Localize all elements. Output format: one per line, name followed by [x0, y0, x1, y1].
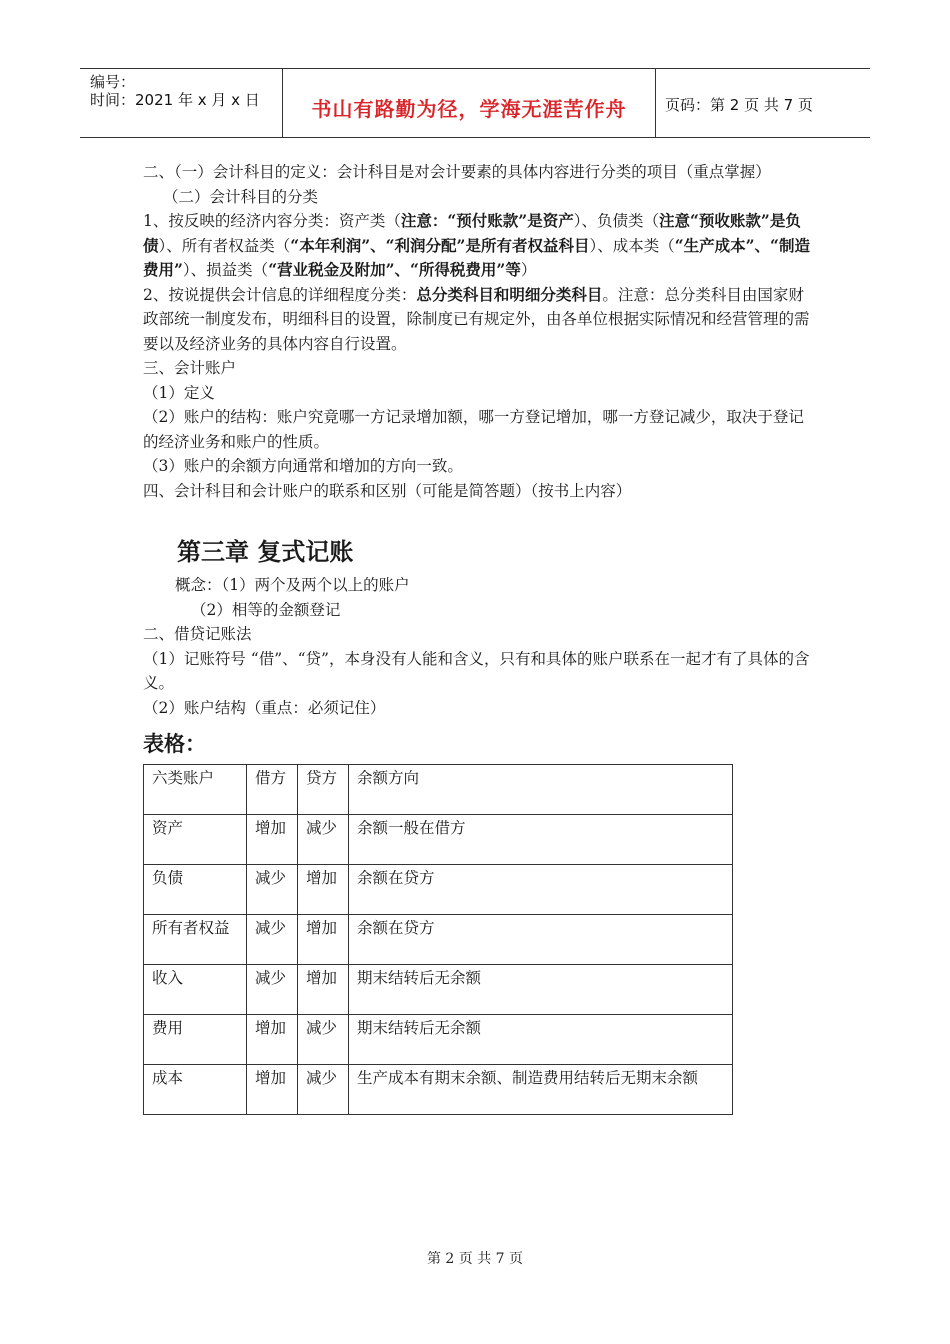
table-cell: 增加: [298, 965, 349, 1015]
account-table-body: [144, 765, 733, 1115]
debit-credit-title: 二、借贷记账法: [143, 625, 252, 643]
table-header-cell: 六类账户: [144, 765, 247, 815]
table-row: [144, 1015, 733, 1065]
accounts-item-structure: （2）账户的结构：账户究竟哪一方记录增加额，哪一方登记增加，哪一方登记减少，取决于登记的经济业务和账户的性质。: [143, 408, 804, 451]
table-cell: 期末结转后无余额: [349, 965, 733, 1015]
classification-by-content: 1、按反映的经济内容分类：资产类（注意：“预付账款”是资产）、负债类（注意“预收账款”是负债）、所有者权益类（“本年利润”、“利润分配”是所有者权益科目）、成本类（“生产成本”、“制造费用”）、损益类（“营业税金及附加”、“所得税费用”等）: [143, 211, 810, 279]
table-header-cell: 借方: [247, 765, 298, 815]
table-cell: 减少: [247, 915, 298, 965]
page-header: [80, 68, 870, 138]
chapter-heading: 第三章 复式记账: [177, 538, 354, 566]
table-cell: 增加: [298, 915, 349, 965]
table-cell: 增加: [247, 1065, 298, 1115]
page-info: 页码：第 2 页 共 7 页: [665, 96, 813, 114]
table-cell: 收入: [144, 965, 247, 1015]
debit-credit-item-2: （2）账户结构（重点：必须记住）: [143, 698, 386, 717]
table-cell: 增加: [247, 1015, 298, 1065]
concept-line-1: 概念：（1）两个及两个以上的账户: [175, 576, 410, 594]
header-page-cell: [655, 69, 870, 137]
table-cell: 余额在贷方: [349, 915, 733, 965]
classification-by-detail: 2、按说提供会计信息的详细程度分类：总分类科目和明细分类科目。注意：总分类科目由国家财政部统一制度发布，明细科目的设置，除制度已有规定外，由各单位根据实际情况和经营管理的需要以及经济业务的具体内容自行设置。: [143, 284, 810, 353]
motto: 书山有路勤为径，学海无涯苦作舟: [311, 97, 627, 121]
table-row: [144, 915, 733, 965]
table-row: [144, 1065, 733, 1115]
table-row: [144, 865, 733, 915]
accounts-item-definition: （1）定义: [143, 383, 215, 402]
date-label: 时间：2021 年 x 月 x 日: [90, 91, 260, 109]
section-relation-title: 四、会计科目和会计账户的联系和区别（可能是简答题）（按书上内容）: [143, 481, 632, 500]
header-motto-cell: [282, 69, 656, 137]
table-row: [144, 815, 733, 865]
table-cell: 余额在贷方: [349, 865, 733, 915]
table-cell: 费用: [144, 1015, 247, 1065]
section-accounts-title: 三、会计账户: [143, 359, 237, 377]
table-cell: 期末结转后无余额: [349, 1015, 733, 1065]
table-header-cell: 贷方: [298, 765, 349, 815]
table-cell: 所有者权益: [144, 915, 247, 965]
table-header-cell: 余额方向: [349, 765, 733, 815]
number-label: 编号：: [90, 73, 136, 91]
table-row: [144, 965, 733, 1015]
table-cell: 减少: [247, 865, 298, 915]
table-cell: 生产成本有期末余额、制造费用结转后无期末余额: [349, 1065, 733, 1115]
account-title-definition: 二、（一）会计科目的定义：会计科目是对会计要素的具体内容进行分类的项目（重点掌握）: [143, 163, 771, 181]
table-cell: 减少: [298, 815, 349, 865]
table-title: 表格：: [143, 732, 206, 756]
table-cell: 资产: [144, 815, 247, 865]
table-cell: 减少: [298, 1015, 349, 1065]
table-cell: 成本: [144, 1065, 247, 1115]
account-structure-table: [143, 764, 733, 1115]
concept-line-2: （2）相等的金额登记: [191, 600, 341, 619]
accounts-item-balance: （3）账户的余额方向通常和增加的方向一致。: [143, 457, 463, 475]
table-cell: 减少: [298, 1065, 349, 1115]
debit-credit-item-1: （1）记账符号 “借”、“贷”，本身没有人能和含义，只有和具体的账户联系在一起才有了具体的含义。: [143, 649, 810, 692]
page-footer: 第 2 页 共 7 页: [426, 1251, 524, 1267]
table-cell: 负债: [144, 865, 247, 915]
table-cell: 增加: [247, 815, 298, 865]
header-meta: [80, 69, 282, 137]
table-header-row: [144, 765, 733, 815]
classification-title: （二）会计科目的分类: [163, 187, 319, 206]
table-cell: 增加: [298, 865, 349, 915]
document-body: [143, 160, 811, 1115]
table-cell: 减少: [247, 965, 298, 1015]
table-cell: 余额一般在借方: [349, 815, 733, 865]
